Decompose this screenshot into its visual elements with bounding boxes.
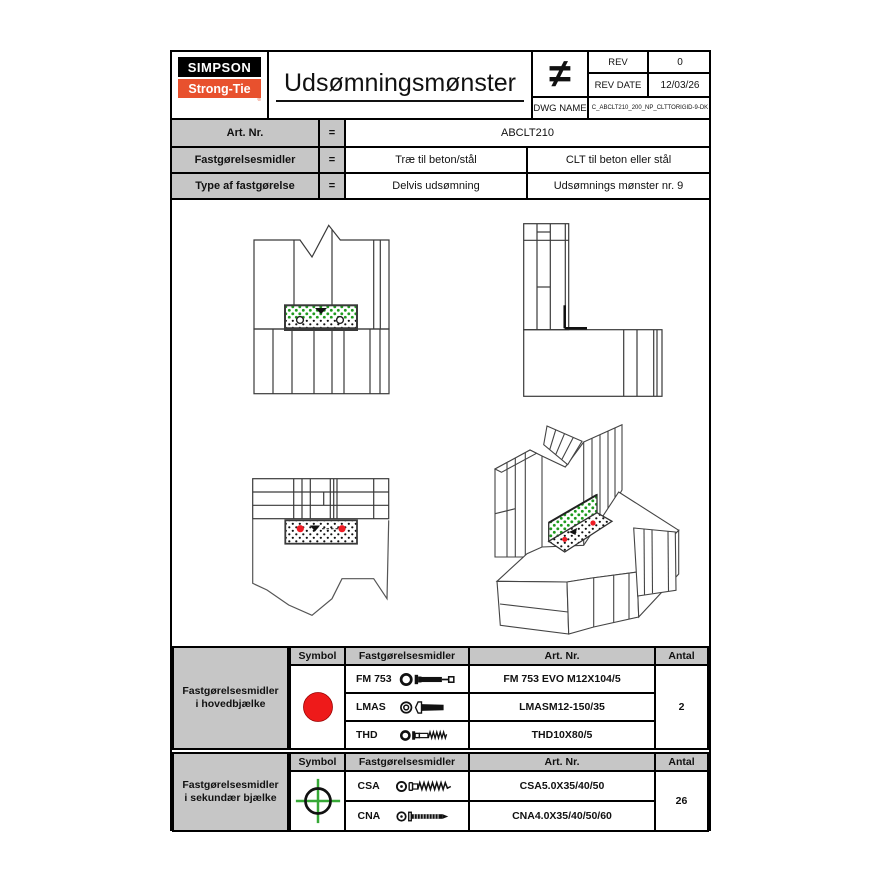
rev-date-value: 12/03/26 bbox=[647, 74, 711, 96]
info-row-label: Art. Nr. bbox=[172, 120, 318, 146]
simpson-strongtie-logo bbox=[172, 52, 269, 118]
bracket-plan-view bbox=[285, 520, 357, 543]
qty-cell: 2 bbox=[654, 664, 707, 748]
info-table bbox=[172, 120, 709, 200]
qty-cell: 26 bbox=[654, 770, 707, 830]
art-nr-cell: CNA4.0X35/40/50/60 bbox=[468, 800, 654, 830]
red-circle-icon bbox=[300, 689, 336, 725]
info-row-value: Delvis udsømning bbox=[344, 172, 526, 198]
fastener-label: THD bbox=[356, 729, 378, 741]
col-header-qty: Antal bbox=[654, 754, 707, 770]
drawing-side-section bbox=[524, 224, 662, 397]
logo-simpson: SIMPSON bbox=[178, 57, 261, 77]
technical-drawings bbox=[172, 200, 709, 646]
group-label-line1: Fastgørelsesmidler bbox=[182, 684, 279, 697]
col-header-qty: Antal bbox=[654, 648, 707, 664]
rev-value: 0 bbox=[647, 52, 711, 74]
fastener-label: LMAS bbox=[356, 701, 386, 713]
not-equal-icon: ≠ bbox=[549, 52, 571, 96]
screw-anchor-icon bbox=[396, 699, 464, 716]
equals-sign: = bbox=[318, 146, 344, 172]
col-header-art: Art. Nr. bbox=[468, 648, 654, 664]
info-row-value: CLT til beton eller stål bbox=[526, 146, 709, 172]
art-nr-cell: THD10X80/5 bbox=[468, 720, 654, 748]
revision-block bbox=[531, 52, 709, 118]
group-label bbox=[174, 754, 289, 830]
info-row-label: Type af fastgørelse bbox=[172, 172, 318, 198]
fastener-label: FM 753 bbox=[356, 673, 392, 685]
drawings-svg bbox=[172, 200, 709, 646]
green-crosshair-icon bbox=[293, 776, 343, 826]
title-block bbox=[269, 52, 531, 118]
equals-sign: = bbox=[318, 120, 344, 146]
col-header-symbol: Symbol bbox=[289, 648, 344, 664]
rev-date-label: REV DATE bbox=[587, 74, 647, 96]
symbol-cell bbox=[289, 664, 344, 748]
col-header-symbol: Symbol bbox=[289, 754, 344, 770]
art-nr-cell: FM 753 EVO M12X104/5 bbox=[468, 664, 654, 692]
col-header-fastener: Fastgørelsesmidler bbox=[344, 648, 468, 664]
anchor-dot-red bbox=[297, 525, 304, 532]
bracket-edge-view bbox=[565, 305, 587, 328]
rev-label: REV bbox=[587, 52, 647, 74]
anchor-dot-red bbox=[338, 525, 345, 532]
group-label-line2: i hovedbjælke bbox=[195, 698, 266, 710]
fastener-cell bbox=[344, 800, 468, 830]
group-label-line2: i sekundær bjælke bbox=[184, 792, 277, 804]
fastener-cell bbox=[344, 692, 468, 720]
registered-mark: ® bbox=[257, 97, 261, 103]
drawing-plan-section bbox=[253, 479, 389, 616]
fastener-cell bbox=[344, 664, 468, 692]
drawing-sheet bbox=[170, 50, 711, 831]
wood-screw-icon bbox=[391, 778, 463, 795]
art-nr-cell: LMASM12-150/35 bbox=[468, 692, 654, 720]
fastener-label: CSA bbox=[357, 780, 380, 792]
dwg-name-label: DWG NAME bbox=[533, 96, 587, 118]
info-row-label: Fastgørelsesmidler bbox=[172, 146, 318, 172]
concrete-screw-icon bbox=[396, 727, 464, 744]
group-label-line1: Fastgørelsesmidler bbox=[182, 778, 279, 791]
ring-nail-icon bbox=[391, 808, 463, 825]
drawing-front-section bbox=[254, 225, 389, 393]
fastener-label: CNA bbox=[357, 810, 381, 822]
logo-strongtie: Strong-Tie bbox=[178, 79, 261, 98]
dwg-name-value: C_ABCLT210_200_NP_CLTTORIGID-9-DK bbox=[587, 96, 711, 118]
symbol-cell bbox=[289, 770, 344, 830]
anchor-dot-red bbox=[562, 537, 567, 542]
col-header-art: Art. Nr. bbox=[468, 754, 654, 770]
drawing-isometric bbox=[495, 425, 679, 634]
page-title: Udsømningsmønster bbox=[276, 69, 524, 102]
art-nr-cell: CSA5.0X35/40/50 bbox=[468, 770, 654, 800]
info-row-value: Træ til beton/stål bbox=[344, 146, 526, 172]
info-row-value: Udsømnings mønster nr. 9 bbox=[526, 172, 709, 198]
equals-sign: = bbox=[318, 172, 344, 198]
info-row-value: ABCLT210 bbox=[344, 120, 709, 146]
fastener-table-main-beam bbox=[172, 646, 709, 750]
fastener-cell bbox=[344, 770, 468, 800]
sheet-header bbox=[172, 52, 709, 120]
fastener-table-secondary-beam bbox=[172, 752, 709, 832]
expansion-anchor-icon bbox=[396, 671, 464, 688]
group-label bbox=[174, 648, 289, 748]
col-header-fastener: Fastgørelsesmidler bbox=[344, 754, 468, 770]
bracket-front-view bbox=[285, 305, 357, 330]
anchor-dot-red bbox=[590, 520, 595, 525]
fastener-cell bbox=[344, 720, 468, 748]
